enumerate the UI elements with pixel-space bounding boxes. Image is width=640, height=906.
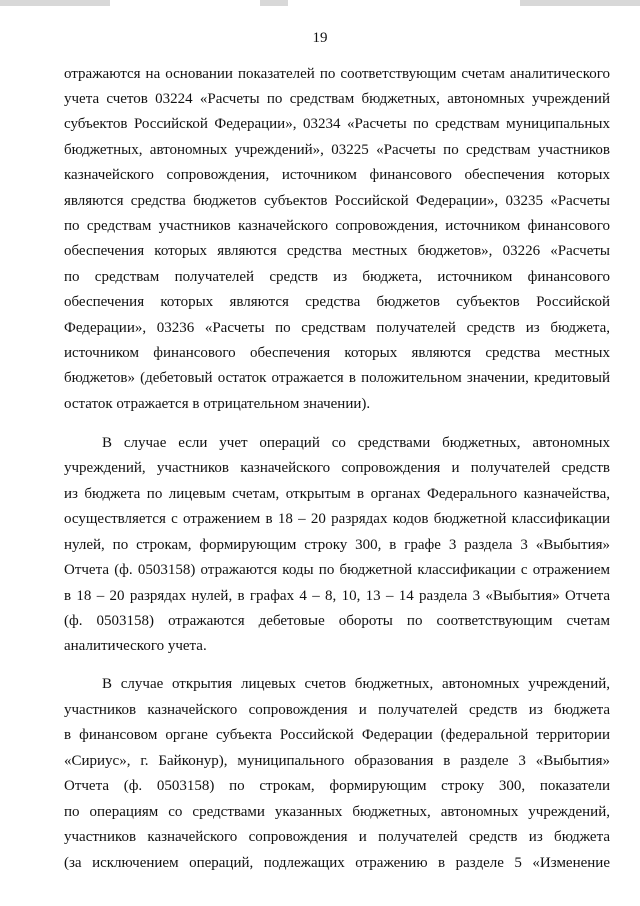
paragraph-line: нулей, по строкам, формирующим строку 300, в графе 3 раздела 3 «Выбытия» <box>64 537 610 553</box>
paragraph-line: обеспечения которых являются средства бюджетов субъектов Российской <box>64 294 610 310</box>
paragraph-line: в 18 – 20 разрядах нулей, в графах 4 – 8, 10, 13 – 14 раздела 3 «Выбытия» Отчета <box>64 588 610 604</box>
paragraph-line: остаток отражается в отрицательном значении). <box>64 396 371 412</box>
paragraph-line: учреждений, участников казначейского сопровождения и получателей средств <box>64 460 610 476</box>
paragraph-line: бюджетных, автономных учреждений», 03225 «Расчеты по средствам участников <box>64 142 610 158</box>
paragraph-line: Отчета (ф. 0503158) отражаются коды по бюджетной классификации с отражением <box>64 562 610 578</box>
paragraph-line: источником финансового обеспечения которых являются средства местных <box>64 345 610 361</box>
paragraph-line: Федерации», 03236 «Расчеты по средствам получателей средств из бюджета, <box>64 320 610 336</box>
paragraph-line: по средствам участников казначейского сопровождения, источником финансового <box>64 218 610 234</box>
paragraph-line: бюджетов» (дебетовый остаток отражается в положительном значении, кредитовый <box>64 370 610 386</box>
paragraph-line: Отчета (ф. 0503158) по строкам, формирующим строку 300, показатели <box>64 778 610 794</box>
scan-edge-mark <box>0 0 110 6</box>
paragraph-line: по операциям со средствами указанных бюджетных, автономных учреждений, <box>64 804 610 820</box>
paragraph-line: по средствам получателей средств из бюджета, источником финансового <box>64 269 610 285</box>
scan-edge-mark <box>260 0 288 6</box>
scan-edge-mark <box>520 0 640 6</box>
paragraph-line: учета счетов 03224 «Расчеты по средствам бюджетных, автономных учреждений <box>64 91 610 107</box>
paragraph-line: участников казначейского сопровождения и получателей средств из бюджета <box>64 829 610 845</box>
paragraph-line: аналитического учета. <box>64 638 207 654</box>
page-number: 19 <box>312 30 328 46</box>
paragraph-line: в финансовом органе субъекта Российской Федерации (федеральной территории <box>64 727 610 743</box>
paragraph-line: обеспечения которых являются средства местных бюджетов», 03226 «Расчеты <box>64 243 610 259</box>
paragraph-line: являются средства бюджетов субъектов Российской Федерации», 03235 «Расчеты <box>64 193 610 209</box>
paragraph-line: В случае открытия лицевых счетов бюджетных, автономных учреждений, <box>102 676 610 692</box>
paragraph-line: из бюджета по лицевым счетам, открытым в органах Федерального казначейства, <box>64 486 610 502</box>
paragraph-line: (за исключением операций, подлежащих отражению в разделе 5 «Изменение <box>64 855 610 871</box>
paragraph-line: (ф. 0503158) отражаются дебетовые обороты по соответствующим счетам <box>64 613 610 629</box>
paragraph-line: субъектов Российской Федерации», 03234 «Расчеты по средствам муниципальных <box>64 116 610 132</box>
paragraph-line: В случае если учет операций со средствами бюджетных, автономных <box>102 435 610 451</box>
paragraph-line: участников казначейского сопровождения и получателей средств из бюджета <box>64 702 610 718</box>
paragraph-line: казначейского сопровождения, источником финансового обеспечения которых <box>64 167 610 183</box>
paragraph-line: отражаются на основании показателей по соответствующим счетам аналитического <box>64 66 610 82</box>
paragraph-line: «Сириус», г. Байконур), муниципального образования в разделе 3 «Выбытия» <box>64 753 610 769</box>
paragraph-line: осуществляется с отражением в 18 – 20 разрядах кодов бюджетной классификации <box>64 511 610 527</box>
